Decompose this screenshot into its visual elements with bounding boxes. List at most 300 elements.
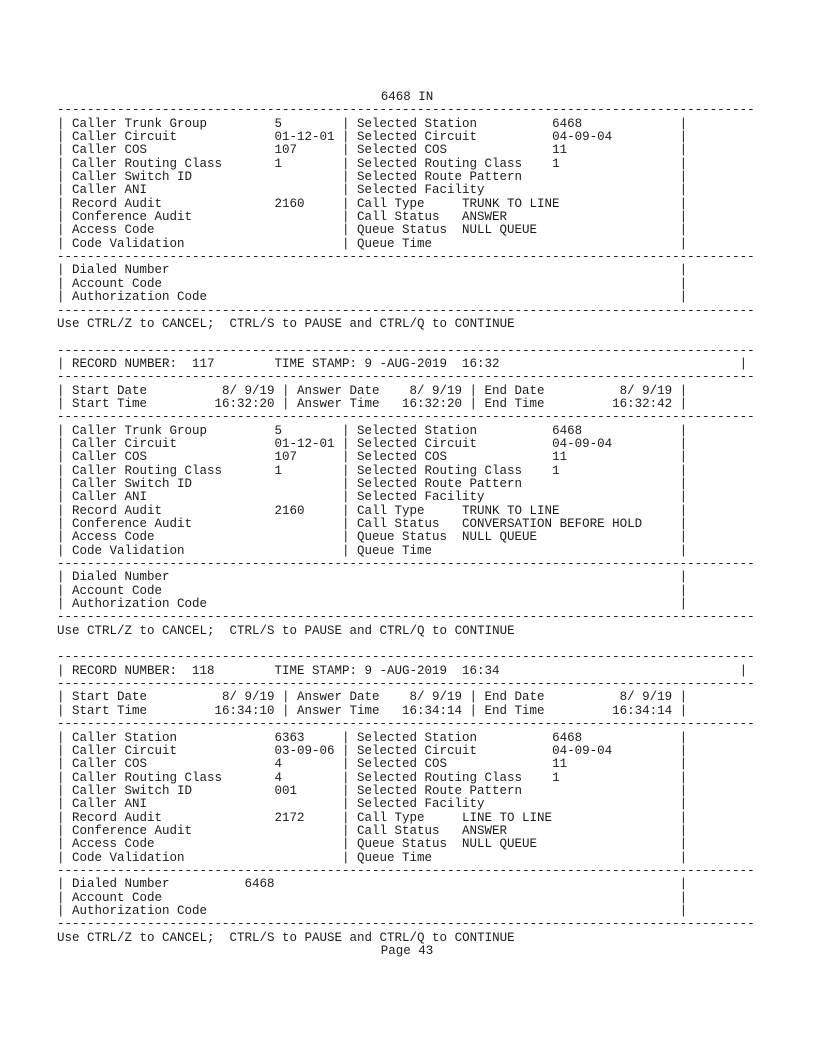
detail-row <box>57 758 757 771</box>
start-date-value: 8/ 9/19 <box>222 383 275 398</box>
caller-switch-id-label: Caller Switch ID <box>72 783 193 798</box>
answer-time-value: 16:32:20 <box>402 396 463 411</box>
detail-row <box>57 184 757 197</box>
box-border-pipe: | <box>342 170 350 185</box>
start-time-label: Start Time <box>72 703 148 718</box>
selected-cell <box>350 118 680 131</box>
report-title: 6468 IN <box>380 90 434 104</box>
box-border-pipe: | <box>57 797 65 812</box>
call-status-value: CONVERSATION BEFORE HOLD <box>462 517 643 531</box>
selected-cell <box>350 478 680 491</box>
queue-status-label: Queue Status <box>357 837 448 852</box>
box-border-pipe: | <box>57 156 65 171</box>
caller-cell <box>65 131 343 144</box>
selected-cell <box>350 224 680 237</box>
selected-cos-value: 11 <box>552 757 568 772</box>
caller-routing-class-label: Caller Routing Class <box>72 156 223 171</box>
box-border-pipe: | <box>679 290 688 305</box>
document-page <box>57 91 757 958</box>
caller-cell <box>65 531 343 544</box>
call-type-value: LINE TO LINE <box>462 810 553 825</box>
detail-row <box>57 238 757 251</box>
divider-line: --------------------------------------------------------------------------------------------- <box>57 651 755 665</box>
box-border-pipe: | <box>679 210 688 225</box>
box-border-pipe: | <box>342 463 350 478</box>
selected-cell <box>350 772 680 785</box>
box-border-pipe: | <box>57 223 65 238</box>
dialed-row <box>57 878 757 891</box>
selected-cos-label: Selected COS <box>357 757 448 772</box>
selected-facility-label: Selected Facility <box>357 183 485 198</box>
selected-routing-class-value: 1 <box>552 463 560 478</box>
box-border-pipe: | <box>679 743 688 758</box>
divider-line: --------------------------------------------------------------------------------------------- <box>57 611 755 625</box>
box-border-pipe: | <box>57 517 65 531</box>
divider-line: --------------------------------------------------------------------------------------------- <box>57 104 755 118</box>
box-border-pipe: | <box>57 783 65 798</box>
selected-station-value: 6468 <box>552 116 583 131</box>
caller-routing-class-value: 1 <box>274 463 283 478</box>
caller-circuit-label: Caller Circuit <box>72 743 178 758</box>
access-code-label: Access Code <box>72 837 155 852</box>
box-border-pipe: | <box>679 890 688 905</box>
box-border-pipe: | <box>679 156 688 171</box>
queue-time-label: Queue Time <box>357 543 433 558</box>
selected-cos-value: 11 <box>552 143 568 158</box>
divider-line: --------------------------------------------------------------------------------------------- <box>57 558 755 572</box>
record-audit-value: 2160 <box>274 196 305 211</box>
start-date-cell <box>65 691 283 704</box>
box-border-pipe: | <box>679 757 688 772</box>
caller-cell <box>65 171 343 184</box>
selected-cell <box>350 531 680 544</box>
box-border-pipe: | <box>282 383 290 398</box>
caller-cell <box>65 438 343 451</box>
box-border-pipe: | <box>679 383 688 398</box>
detail-row <box>57 438 757 451</box>
box-border-pipe: | <box>679 490 688 505</box>
detail-row <box>57 745 757 758</box>
box-border-pipe: | <box>57 263 65 278</box>
box-border-pipe: | <box>342 770 350 785</box>
divider-line: --------------------------------------------------------------------------------------------- <box>57 304 755 318</box>
call-status-label: Call Status <box>357 517 440 531</box>
caller-cell <box>65 158 343 171</box>
call-status-value: ANSWER <box>462 210 508 225</box>
box-border-pipe: | <box>57 730 65 745</box>
caller-trunk-group-label: Caller Trunk Group <box>72 423 208 438</box>
selected-cos-label: Selected COS <box>357 450 448 465</box>
detail-row <box>57 518 757 531</box>
box-border-pipe: | <box>282 703 290 718</box>
queue-status-label: Queue Status <box>357 530 448 545</box>
selected-cell <box>350 438 680 451</box>
selected-cell <box>350 158 680 171</box>
selected-cell <box>350 745 680 758</box>
caller-cos-label: Caller COS <box>72 143 148 158</box>
box-border-pipe: | <box>679 436 688 451</box>
box-border-pipe: | <box>57 690 65 705</box>
box-border-pipe: | <box>739 663 748 678</box>
queue-status-value: NULL QUEUE <box>462 223 538 238</box>
selected-cell <box>350 144 680 157</box>
code-validation-label: Code Validation <box>72 850 185 865</box>
box-border-pipe: | <box>57 196 65 211</box>
account-code-label: Account Code <box>72 583 163 598</box>
answer-date-cell <box>290 385 470 398</box>
end-date-cell <box>477 691 680 704</box>
box-border-pipe: | <box>679 583 688 598</box>
box-border-pipe: | <box>57 810 65 825</box>
record-header-row <box>57 665 757 678</box>
caller-cell <box>65 798 343 811</box>
box-border-pipe: | <box>679 517 688 531</box>
box-border-pipe: | <box>57 877 65 892</box>
answer-date-value: 8/ 9/19 <box>409 690 463 705</box>
end-time-value: 16:34:14 <box>612 703 673 718</box>
box-border-pipe: | <box>57 276 65 291</box>
answer-time-label: Answer Time <box>297 396 380 411</box>
record-audit-value: 2172 <box>274 810 305 825</box>
call-status-value: ANSWER <box>462 823 508 838</box>
call-type-label: Call Type <box>357 503 425 518</box>
caller-trunk-group-value: 5 <box>274 116 283 131</box>
selected-station-value: 6468 <box>552 730 583 745</box>
box-border-pipe: | <box>679 877 688 892</box>
detail-row <box>57 171 757 184</box>
box-border-pipe: | <box>342 743 350 758</box>
selected-circuit-value: 04-09-04 <box>552 743 613 758</box>
selected-cell <box>350 785 680 798</box>
box-border-pipe: | <box>342 423 350 438</box>
conference-audit-label: Conference Audit <box>72 210 193 225</box>
authorization-code-label: Authorization Code <box>72 903 208 918</box>
timestamp-value: 9 -AUG-2019 16:32 <box>364 356 500 371</box>
detail-row <box>57 211 757 224</box>
box-border-pipe: | <box>57 476 65 491</box>
box-border-pipe: | <box>679 810 688 825</box>
dialed-cell <box>65 264 680 277</box>
box-border-pipe: | <box>679 223 688 238</box>
caller-cell <box>65 198 343 211</box>
box-border-pipe: | <box>57 663 65 678</box>
queue-time-label: Queue Time <box>357 236 433 251</box>
start-date-label: Start Date <box>72 383 148 398</box>
box-border-pipe: | <box>342 236 350 251</box>
conference-audit-label: Conference Audit <box>72 517 193 531</box>
box-border-pipe: | <box>57 503 65 518</box>
detail-row <box>57 772 757 785</box>
divider-line: --------------------------------------------------------------------------------------------- <box>57 678 755 692</box>
record-audit-value: 2160 <box>274 503 305 518</box>
box-border-pipe: | <box>679 823 688 838</box>
caller-cell <box>65 825 343 838</box>
box-border-pipe: | <box>469 690 478 705</box>
detail-row <box>57 531 757 544</box>
page-number: Page 43 <box>380 944 434 958</box>
caller-cell <box>65 144 343 157</box>
selected-cell <box>350 451 680 464</box>
box-border-pipe: | <box>57 183 65 198</box>
caller-cell <box>65 838 343 851</box>
dialed-cell <box>65 878 680 891</box>
selected-cos-value: 11 <box>552 450 568 465</box>
box-border-pipe: | <box>342 783 350 798</box>
selected-cell <box>350 812 680 825</box>
caller-circuit-value: 03-09-06 <box>274 743 335 758</box>
queue-time-label: Queue Time <box>357 850 433 865</box>
caller-cos-value: 4 <box>274 757 283 772</box>
box-border-pipe: | <box>57 837 65 852</box>
detail-row <box>57 425 757 438</box>
answer-time-cell <box>290 705 470 718</box>
timestamp-label: TIME STAMP: <box>274 663 358 678</box>
box-border-pipe: | <box>679 170 688 185</box>
selected-circuit-value: 04-09-04 <box>552 436 613 451</box>
divider-line: --------------------------------------------------------------------------------------------- <box>57 251 755 265</box>
box-border-pipe: | <box>679 130 688 145</box>
caller-trunk-group-label: Caller Trunk Group <box>72 116 208 131</box>
dialed-cell <box>65 905 680 918</box>
box-border-pipe: | <box>679 263 688 278</box>
selected-circuit-label: Selected Circuit <box>357 436 478 451</box>
box-border-pipe: | <box>679 783 688 798</box>
caller-cell <box>65 224 343 237</box>
box-border-pipe: | <box>679 570 688 585</box>
selected-cell <box>350 238 680 251</box>
caller-switch-id-label: Caller Switch ID <box>72 170 193 185</box>
selected-cell <box>350 798 680 811</box>
start-time-cell <box>65 705 283 718</box>
box-border-pipe: | <box>57 383 65 398</box>
box-border-pipe: | <box>57 770 65 785</box>
record-audit-label: Record Audit <box>72 810 163 825</box>
box-border-pipe: | <box>342 797 350 812</box>
record-block-118 <box>57 651 757 945</box>
box-border-pipe: | <box>57 490 65 505</box>
box-border-pipe: | <box>679 730 688 745</box>
detail-row <box>57 131 757 144</box>
queue-status-value: NULL QUEUE <box>462 837 538 852</box>
selected-station-label: Selected Station <box>357 116 478 131</box>
dialed-number-value: 6468 <box>244 877 275 892</box>
box-border-pipe: | <box>342 436 350 451</box>
selected-cell <box>350 838 680 851</box>
box-border-pipe: | <box>57 583 65 598</box>
queue-status-value: NULL QUEUE <box>462 530 538 545</box>
box-border-pipe: | <box>57 210 65 225</box>
caller-cell <box>65 518 343 531</box>
box-border-pipe: | <box>342 476 350 491</box>
selected-cell <box>350 852 680 865</box>
record-header-cell <box>65 665 740 678</box>
answer-time-value: 16:34:14 <box>402 703 463 718</box>
box-border-pipe: | <box>469 703 478 718</box>
datetime-row <box>57 385 757 398</box>
caller-cos-label: Caller COS <box>72 757 148 772</box>
caller-cell <box>65 425 343 438</box>
box-border-pipe: | <box>679 423 688 438</box>
box-border-pipe: | <box>57 823 65 838</box>
dialed-number-label: Dialed Number <box>72 877 170 892</box>
access-code-label: Access Code <box>72 530 155 545</box>
code-validation-label: Code Validation <box>72 236 185 251</box>
box-border-pipe: | <box>57 903 65 918</box>
box-border-pipe: | <box>469 383 478 398</box>
start-time-value: 16:32:20 <box>214 396 275 411</box>
caller-routing-class-label: Caller Routing Class <box>72 770 223 785</box>
detail-row <box>57 144 757 157</box>
detail-row <box>57 118 757 131</box>
box-border-pipe: | <box>57 850 65 865</box>
caller-circuit-value: 01-12-01 <box>274 130 335 145</box>
detail-row <box>57 732 757 745</box>
detail-row <box>57 491 757 504</box>
record-number-label: RECORD NUMBER: <box>72 663 178 678</box>
box-border-pipe: | <box>679 450 688 465</box>
caller-cos-value: 107 <box>274 450 298 465</box>
selected-circuit-label: Selected Circuit <box>357 743 478 758</box>
box-border-pipe: | <box>679 770 688 785</box>
caller-switch-id-label: Caller Switch ID <box>72 476 193 491</box>
box-border-pipe: | <box>342 450 350 465</box>
box-border-pipe: | <box>342 517 350 531</box>
box-border-pipe: | <box>282 396 290 411</box>
box-border-pipe: | <box>679 143 688 158</box>
start-time-cell <box>65 398 283 411</box>
detail-row <box>57 505 757 518</box>
selected-route-pattern-label: Selected Route Pattern <box>357 170 523 185</box>
caller-cell <box>65 745 343 758</box>
record-block-117 <box>57 345 757 652</box>
end-date-label: End Date <box>484 383 545 398</box>
caller-cell <box>65 785 343 798</box>
selected-cell <box>350 518 680 531</box>
selected-cell <box>350 545 680 558</box>
box-border-pipe: | <box>57 423 65 438</box>
timestamp-label: TIME STAMP: <box>274 356 358 371</box>
selected-cell <box>350 825 680 838</box>
box-border-pipe: | <box>342 823 350 838</box>
box-border-pipe: | <box>57 703 65 718</box>
selected-facility-label: Selected Facility <box>357 797 485 812</box>
call-type-value: TRUNK TO LINE <box>462 196 560 211</box>
box-border-pipe: | <box>679 116 688 131</box>
caller-trunk-group-value: 5 <box>274 423 283 438</box>
divider-line: --------------------------------------------------------------------------------------------- <box>57 918 755 932</box>
box-border-pipe: | <box>57 890 65 905</box>
caller-routing-class-value: 4 <box>274 770 283 785</box>
caller-station-label: Caller Station <box>72 730 178 745</box>
box-border-pipe: | <box>342 530 350 545</box>
detail-row <box>57 785 757 798</box>
answer-date-cell <box>290 691 470 704</box>
caller-ani-label: Caller ANI <box>72 797 148 812</box>
datetime-row <box>57 691 757 704</box>
box-border-pipe: | <box>679 503 688 518</box>
detail-row <box>57 465 757 478</box>
box-border-pipe: | <box>679 463 688 478</box>
box-border-pipe: | <box>57 396 65 411</box>
answer-time-cell <box>290 398 470 411</box>
detail-row <box>57 158 757 171</box>
box-border-pipe: | <box>342 116 350 131</box>
box-border-pipe: | <box>342 543 350 558</box>
box-border-pipe: | <box>57 436 65 451</box>
selected-routing-class-value: 1 <box>552 770 560 785</box>
box-border-pipe: | <box>679 690 688 705</box>
end-date-cell <box>477 385 680 398</box>
box-border-pipe: | <box>679 837 688 852</box>
box-border-pipe: | <box>342 490 350 505</box>
box-border-pipe: | <box>57 130 65 145</box>
box-border-pipe: | <box>282 690 290 705</box>
box-border-pipe: | <box>679 476 688 491</box>
box-border-pipe: | <box>342 223 350 238</box>
divider-line: --------------------------------------------------------------------------------------------- <box>57 864 755 878</box>
footer-hint-line: Use CTRL/Z to CANCEL; CTRL/S to PAUSE and CTRL/Q to CONTINUE <box>57 930 515 945</box>
box-border-pipe: | <box>342 730 350 745</box>
box-border-pipe: | <box>57 530 65 545</box>
detail-row <box>57 478 757 491</box>
selected-cell <box>350 198 680 211</box>
caller-cell <box>65 238 343 251</box>
start-date-value: 8/ 9/19 <box>222 690 275 705</box>
detail-row <box>57 852 757 865</box>
box-border-pipe: | <box>57 170 65 185</box>
datetime-row <box>57 705 757 718</box>
detail-row <box>57 838 757 851</box>
box-border-pipe: | <box>57 356 65 371</box>
selected-cell <box>350 184 680 197</box>
detail-row <box>57 798 757 811</box>
dialed-row <box>57 571 757 584</box>
box-border-pipe: | <box>57 463 65 478</box>
caller-cell <box>65 772 343 785</box>
start-date-label: Start Date <box>72 690 148 705</box>
detail-row <box>57 545 757 558</box>
box-border-pipe: | <box>57 143 65 158</box>
call-status-label: Call Status <box>357 210 440 225</box>
box-border-pipe: | <box>57 597 65 612</box>
box-border-pipe: | <box>342 183 350 198</box>
datetime-row <box>57 398 757 411</box>
caller-ani-label: Caller ANI <box>72 183 148 198</box>
selected-routing-class-label: Selected Routing Class <box>357 156 523 171</box>
end-time-cell <box>477 705 680 718</box>
selected-route-pattern-label: Selected Route Pattern <box>357 476 523 491</box>
box-border-pipe: | <box>679 797 688 812</box>
box-border-pipe: | <box>679 396 688 411</box>
caller-cell <box>65 478 343 491</box>
selected-circuit-value: 04-09-04 <box>552 130 613 145</box>
selected-cell <box>350 171 680 184</box>
record-number-value: 118 <box>192 663 215 678</box>
box-border-pipe: | <box>679 530 688 545</box>
selected-cell <box>350 732 680 745</box>
call-status-label: Call Status <box>357 823 440 838</box>
queue-status-label: Queue Status <box>357 223 448 238</box>
end-time-label: End Time <box>484 396 545 411</box>
detail-row <box>57 198 757 211</box>
caller-cell <box>65 852 343 865</box>
box-border-pipe: | <box>342 810 350 825</box>
call-type-label: Call Type <box>357 196 425 211</box>
caller-circuit-label: Caller Circuit <box>72 436 178 451</box>
detail-row <box>57 224 757 237</box>
account-code-label: Account Code <box>72 276 163 291</box>
end-time-label: End Time <box>484 703 545 718</box>
